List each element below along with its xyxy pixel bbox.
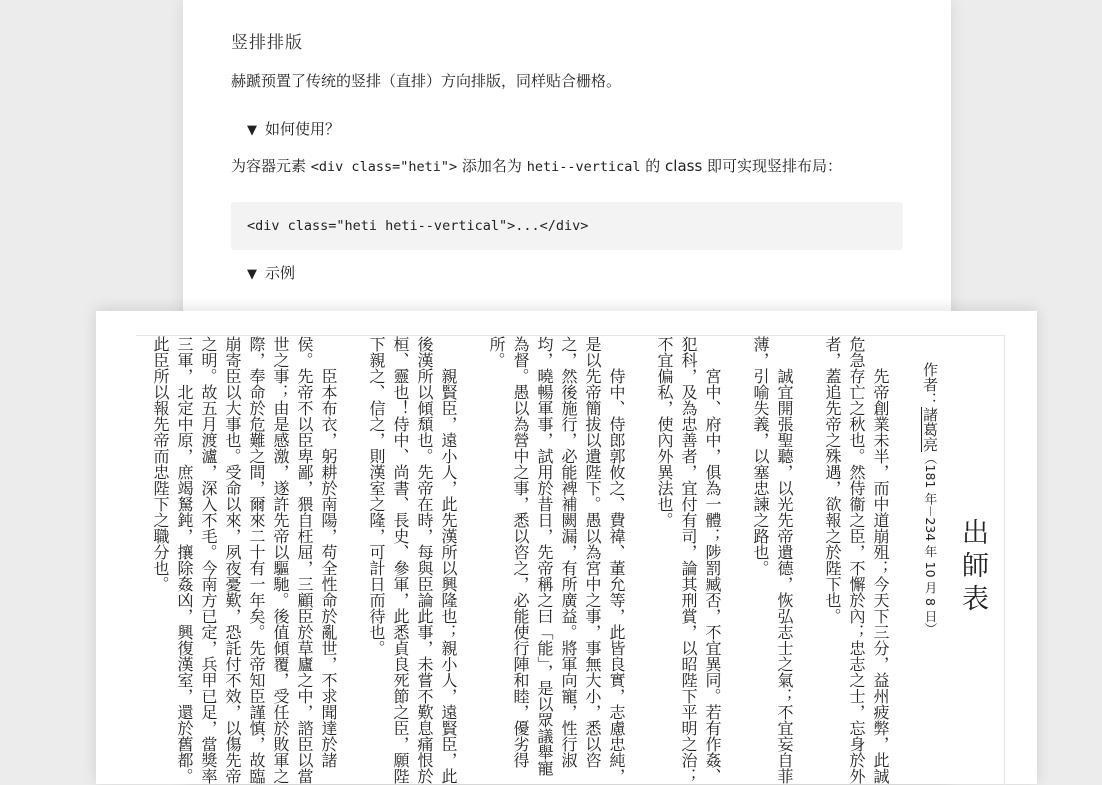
intro-paragraph: 赫蹏预置了传统的竖排（直排）方向排版，同样贴合栅格。 [231, 72, 622, 90]
vertical-text-frame [136, 335, 1005, 785]
article-paragraph-4: 侍中、侍郎郭攸之、費禕、董允等，此皆良實，志慮忠純，是以先帝簡拔以遺陛下。愚以為宮中之事，事無大小，悉以咨之，然後施行，必能裨補闕漏，有所廣益。將軍向寵，性行淑均，曉暢軍事，試用於昔日，先帝稱之曰「能」，是以眾議舉寵為督。愚以為營中之事，悉以咨之，必能使行陣和睦，優劣得所。 [487, 336, 626, 784]
usage-instructions [231, 155, 842, 176]
inline-code-container: <div class="heti"> [310, 159, 458, 175]
article-author [918, 336, 942, 785]
author-label: 作者： [921, 362, 939, 407]
inline-code-class: heti--vertical [526, 159, 641, 175]
vertical-example-card [96, 311, 1037, 784]
section-title: 竖排排版 [231, 33, 303, 53]
usage-text-pre: 为容器元素 [231, 157, 307, 175]
usage-disclosure-toggle[interactable] [247, 118, 340, 139]
example-summary-label: 示例 [265, 264, 296, 282]
caret-down-icon: ▼ [247, 267, 257, 282]
article-paragraph-5: 親賢臣，遠小人，此先漢所以興隆也；親小人，遠賢臣，此後漢所以傾頹也。先帝在時，每與臣論此事，未嘗不歎息痛恨於桓、靈也！侍中、尚書、長史、參軍，此悉貞良死節之臣，願陛下親之、信之，則漢室之隆，可計日而待也。 [367, 336, 458, 784]
usage-text-mid: 添加名为 [461, 157, 522, 175]
code-sample-block: <div class="heti heti--vertical">...</div> [231, 202, 903, 250]
usage-text-post: 的 class 即可实现竖排布局： [645, 157, 843, 175]
article-paragraph-3: 宮中、府中，俱為一體；陟罰臧否，不宜異同。若有作姦、犯科，及為忠善者，宜付有司，論其刑賞，以昭陛下平明之治；不宜偏私，使內外異法也。 [655, 336, 722, 784]
article-paragraph-2: 誠宜開張聖聽，以光先帝遺德，恢弘志士之氣；不宜妄自菲薄，引喻失義，以塞忠諫之路也。 [751, 336, 794, 784]
author-dates: （181 年－234 年 10 月 8 日） [923, 452, 938, 635]
article-title: 出師表 [957, 518, 988, 617]
article-paragraph-1: 先帝創業未半，而中道崩殂；今天下三分，益州疲弊，此誠危急存亡之秋也。然侍衞之臣，不懈於內；忠志之士，忘身於外者，蓋追先帝之殊遇，欲報之於陛下也。 [823, 336, 890, 784]
caret-down-icon: ▼ [247, 123, 257, 138]
example-disclosure-toggle[interactable] [247, 262, 295, 283]
vertical-article [136, 336, 1004, 785]
article-paragraph-6: 臣本布衣，躬耕於南陽，苟全性命於亂世，不求聞達於諸侯。先帝不以臣卑鄙，猥自枉屈，三顧臣於草廬之中，諮臣以當世之事；由是感激，遂許先帝以驅馳。後值傾覆，受任於敗軍之際，奉命於危難之間，爾來二十有一年矣。先帝知臣謹慎，故臨崩寄臣以大事也。受命以來，夙夜憂歎，恐託付不效，以傷先帝之明。故五月渡瀘，深入不毛。今南方已定，兵甲已足，當獎率三軍，北定中原，庶竭駑鈍，攘除姦凶，興復漢室，還於舊都。此臣所以報先帝而忠陛下之職分也。 [151, 336, 338, 784]
usage-summary-label: 如何使用？ [265, 120, 341, 138]
author-name: 諸葛亮 [921, 407, 939, 452]
